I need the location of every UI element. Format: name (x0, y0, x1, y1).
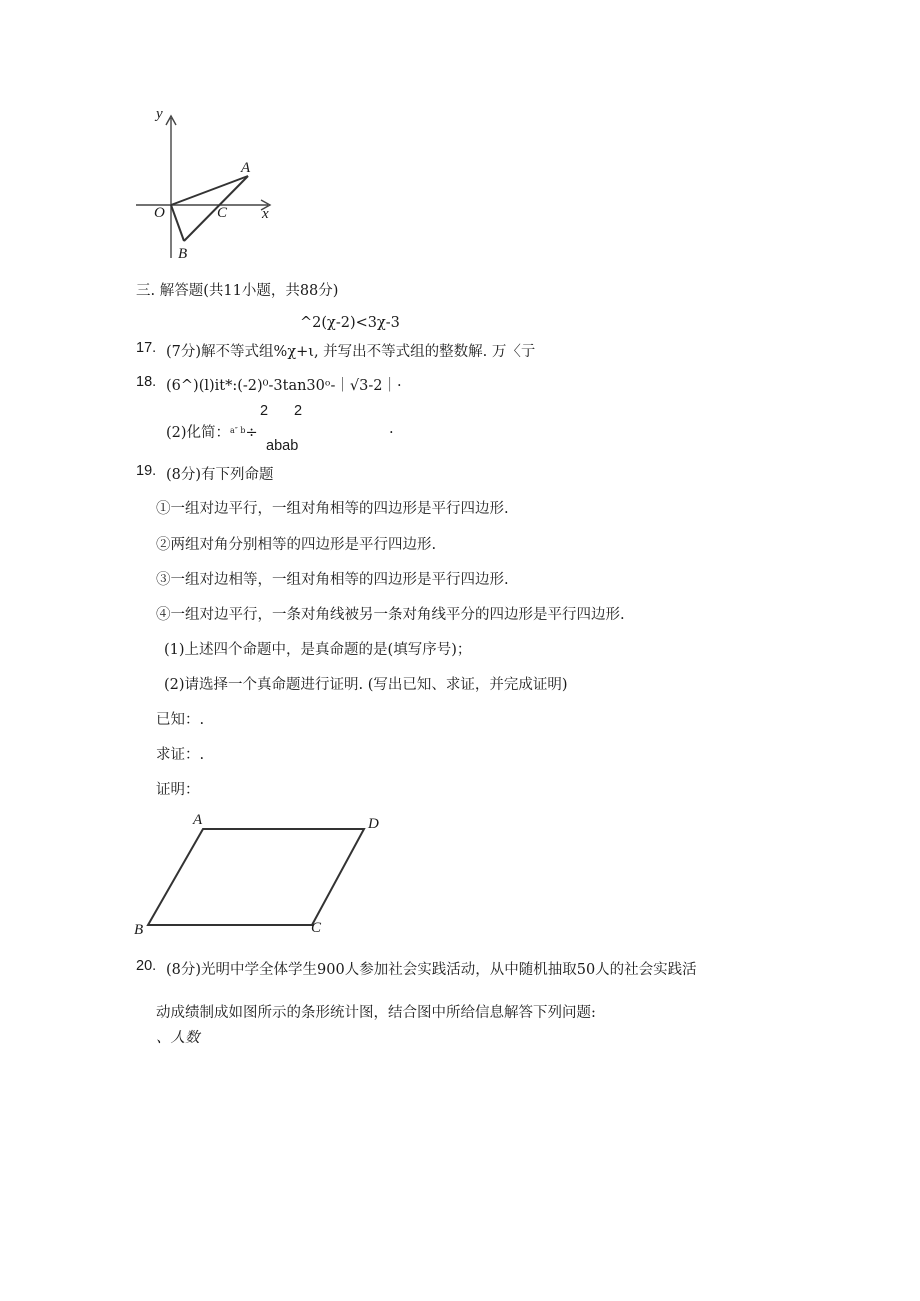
label-x: x (262, 206, 269, 222)
q18-fraction-bottom: abab (266, 438, 299, 454)
vertex-C: C (311, 920, 322, 936)
q19-sub2: (2)请选择一个真命题进行证明. (写出已知、求证，并完成证明) (164, 677, 568, 693)
q18-part2-end: . (389, 421, 394, 437)
q18-part2-label: (2)化简： (166, 425, 231, 441)
q17-formula-top: ^2(χ-2)<3χ-3 (300, 315, 400, 331)
q19-proof: 证明： (156, 782, 200, 798)
q18-fraction-top-right: 2 (294, 403, 303, 419)
q17-number: 17. (136, 340, 157, 356)
label-origin: O (154, 205, 165, 221)
q18-number: 18. (136, 374, 157, 390)
q19-prove: 求证：. (156, 747, 205, 763)
label-y: y (156, 106, 163, 122)
q20-line1: (8分)光明中学全体学生900人参加社会实践活动，从中随机抽取50人的社会实践活 (166, 962, 697, 978)
vertex-B: B (134, 922, 144, 938)
q20-line3: 、人数 (156, 1030, 200, 1046)
q19-intro: (8分)有下列命题 (166, 467, 274, 483)
q18-part2-small: a″ b (230, 426, 246, 435)
parallelogram-ABCD (148, 829, 364, 925)
q20-number: 20. (136, 958, 157, 974)
q19-number: 19. (136, 463, 157, 479)
q19-proposition-4: ④一组对边平行，一条对角线被另一条对角线平分的四边形是平行四边形. (156, 607, 625, 623)
q19-known: 已知：. (156, 712, 205, 728)
q18-part2-divide: ÷ (245, 425, 258, 441)
q19-proposition-3: ③一组对边相等，一组对角相等的四边形是平行四边形. (156, 572, 509, 588)
section-heading: 三. 解答题(共11小题，共88分) (136, 283, 339, 299)
q19-proposition-2: ②两组对角分别相等的四边形是平行四边形. (156, 537, 437, 553)
q18-part1: (6^)(l)it*:(-2)⁰-3tan30ᵒ-｜√3-2｜· (166, 378, 402, 394)
label-C: C (217, 205, 228, 221)
vertex-A: A (193, 812, 203, 828)
vertex-D: D (368, 816, 379, 832)
q19-proposition-1: ①一组对边平行，一组对角相等的四边形是平行四边形. (156, 501, 509, 517)
q18-fraction-top-left: 2 (260, 403, 269, 419)
q20-line2: 动成绩制成如图所示的条形统计图，结合图中所给信息解答下列问题: (156, 1005, 596, 1021)
q17-text: (7分)解不等式组%χ+ι, 并写出不等式组的整数解. 万〈亍 (166, 344, 536, 360)
label-A: A (241, 160, 251, 176)
label-B: B (178, 246, 188, 262)
q19-sub1: (1)上述四个命题中，是真命题的是(填写序号)； (164, 642, 472, 658)
